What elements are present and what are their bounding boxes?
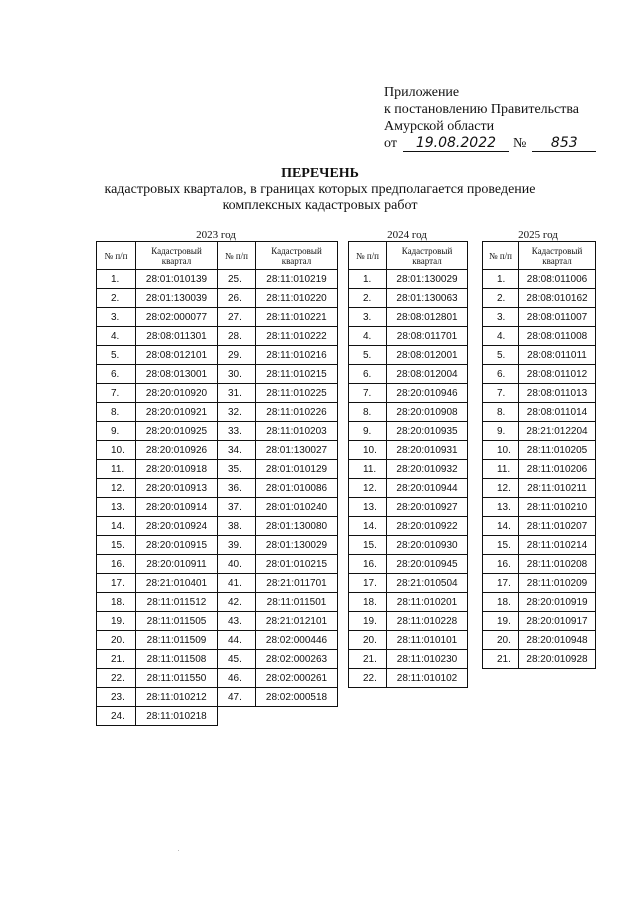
- row-number-cell: 16.: [349, 555, 387, 574]
- table-2025: [482, 241, 596, 669]
- row-number-cell: 11.: [349, 460, 387, 479]
- table-2024: [348, 241, 468, 688]
- row-number-cell: 26.: [218, 289, 256, 308]
- row-number-cell: 19.: [483, 612, 519, 631]
- table-row: [97, 403, 338, 422]
- table-row: [483, 270, 596, 289]
- row-number-cell: 8.: [97, 403, 136, 422]
- cadastral-quarter-cell: 28:11:010220: [256, 289, 338, 308]
- cadastral-quarter-cell: 28:11:010221: [256, 308, 338, 327]
- row-number-cell: 38.: [218, 517, 256, 536]
- table-row: [483, 479, 596, 498]
- row-number-cell: 42.: [218, 593, 256, 612]
- header-num: № п/п: [97, 242, 136, 270]
- table-row: [349, 650, 468, 669]
- table-row: [97, 536, 338, 555]
- row-number-cell: 15.: [97, 536, 136, 555]
- cadastral-quarter-cell: 28:21:011701: [256, 574, 338, 593]
- cadastral-quarter-cell: 28:20:010944: [387, 479, 468, 498]
- cadastral-quarter-cell: 28:11:011505: [136, 612, 218, 631]
- cadastral-quarter-cell: 28:11:010225: [256, 384, 338, 403]
- row-number-cell: 18.: [349, 593, 387, 612]
- cadastral-quarter-cell: 28:20:010926: [136, 441, 218, 460]
- table-row: [483, 441, 596, 460]
- row-number-cell: 11.: [97, 460, 136, 479]
- from-label: от: [384, 136, 397, 151]
- row-number-cell: 12.: [483, 479, 519, 498]
- table-row: [349, 327, 468, 346]
- table-row: [349, 441, 468, 460]
- row-number-cell: 6.: [483, 365, 519, 384]
- table-row: [483, 574, 596, 593]
- row-number-cell: 13.: [349, 498, 387, 517]
- table-row: [349, 365, 468, 384]
- table-row: [483, 650, 596, 669]
- cadastral-quarter-cell: 28:20:010924: [136, 517, 218, 536]
- table-row: [349, 346, 468, 365]
- cadastral-quarter-cell: 28:08:011006: [519, 270, 596, 289]
- row-number-cell: 24.: [97, 707, 136, 726]
- table-row: [483, 308, 596, 327]
- row-number-cell: 11.: [483, 460, 519, 479]
- row-number-cell: 14.: [483, 517, 519, 536]
- cadastral-quarter-cell: 28:20:010927: [387, 498, 468, 517]
- row-number-cell: 19.: [349, 612, 387, 631]
- header-num: № п/п: [218, 242, 256, 270]
- year-2023-title: 2023 год: [96, 229, 336, 242]
- row-number-cell: 25.: [218, 270, 256, 289]
- cadastral-quarter-cell: 28:21:012101: [256, 612, 338, 631]
- row-number-cell: 3.: [349, 308, 387, 327]
- cadastral-quarter-cell: 28:20:010931: [387, 441, 468, 460]
- row-number-cell: 15.: [483, 536, 519, 555]
- cadastral-quarter-cell: 28:01:010215: [256, 555, 338, 574]
- row-number-cell: 10.: [349, 441, 387, 460]
- cadastral-quarter-cell: 28:08:011014: [519, 403, 596, 422]
- header-num: № п/п: [349, 242, 387, 270]
- cadastral-quarter-cell: 28:11:010228: [387, 612, 468, 631]
- cadastral-quarter-cell: 28:20:010925: [136, 422, 218, 441]
- table-2024-body: [349, 270, 468, 688]
- row-number-cell: 23.: [97, 688, 136, 707]
- row-number-cell: 39.: [218, 536, 256, 555]
- header-quarter: Кадастровый квартал: [387, 242, 468, 270]
- row-number-cell: 47.: [218, 688, 256, 707]
- row-number-cell: 10.: [97, 441, 136, 460]
- table-row: [349, 460, 468, 479]
- cadastral-quarter-cell: 28:20:010918: [136, 460, 218, 479]
- cadastral-quarter-cell: 28:11:010102: [387, 669, 468, 688]
- row-number-cell: 8.: [483, 403, 519, 422]
- row-number-cell: 28.: [218, 327, 256, 346]
- cadastral-quarter-cell: 28:11:010226: [256, 403, 338, 422]
- table-row: [349, 308, 468, 327]
- table-row: [97, 650, 338, 669]
- cadastral-quarter-cell: 28:11:010209: [519, 574, 596, 593]
- table-row: [97, 289, 338, 308]
- table-row: [349, 593, 468, 612]
- header-quarter: Кадастровый квартал: [136, 242, 218, 270]
- row-number-cell: 41.: [218, 574, 256, 593]
- table-row: [97, 574, 338, 593]
- cadastral-quarter-cell: 28:11:010222: [256, 327, 338, 346]
- appendix-region-line: Амурской области: [384, 119, 495, 134]
- cadastral-quarter-cell: 28:20:010922: [387, 517, 468, 536]
- row-number-cell: 12.: [349, 479, 387, 498]
- cadastral-quarter-cell: 28:11:011509: [136, 631, 218, 650]
- row-number-cell: 21.: [97, 650, 136, 669]
- row-number-cell: 9.: [349, 422, 387, 441]
- cadastral-quarter-cell: 28:01:010139: [136, 270, 218, 289]
- row-number-cell: 46.: [218, 669, 256, 688]
- row-number-cell: 21.: [483, 650, 519, 669]
- table-row: [483, 536, 596, 555]
- cadastral-quarter-cell: 28:20:010919: [519, 593, 596, 612]
- cadastral-quarter-cell: 28:01:130080: [256, 517, 338, 536]
- document-heading: [0, 166, 640, 214]
- table-row: [349, 289, 468, 308]
- table-2023: [96, 241, 338, 726]
- cadastral-quarter-cell: 28:21:010401: [136, 574, 218, 593]
- table-row: [97, 517, 338, 536]
- table-2023-body: [97, 270, 338, 726]
- header-quarter: Кадастровый квартал: [519, 242, 596, 270]
- cadastral-quarter-cell: 28:11:011508: [136, 650, 218, 669]
- appendix-decree-line: к постановлению Правительства: [384, 102, 580, 117]
- cadastral-quarter-cell: 28:21:010504: [387, 574, 468, 593]
- table-row: [483, 289, 596, 308]
- table-row: [483, 365, 596, 384]
- row-number-cell: 5.: [97, 346, 136, 365]
- table-row: [483, 517, 596, 536]
- row-number-cell: 5.: [483, 346, 519, 365]
- row-number-cell: 20.: [349, 631, 387, 650]
- cadastral-quarter-cell: 28:08:011008: [519, 327, 596, 346]
- row-number-cell: 14.: [349, 517, 387, 536]
- row-number-cell: 17.: [349, 574, 387, 593]
- cadastral-quarter-cell: 28:11:010206: [519, 460, 596, 479]
- row-number-cell: 6.: [97, 365, 136, 384]
- table-row: [349, 517, 468, 536]
- row-number-cell: 16.: [483, 555, 519, 574]
- cadastral-quarter-cell: 28:11:010208: [519, 555, 596, 574]
- row-number-cell: 30.: [218, 365, 256, 384]
- cadastral-quarter-cell: 28:20:010908: [387, 403, 468, 422]
- cadastral-quarter-cell: 28:08:010162: [519, 289, 596, 308]
- row-number-cell: 17.: [483, 574, 519, 593]
- row-number-cell: 7.: [349, 384, 387, 403]
- cadastral-quarter-cell: 28:20:010948: [519, 631, 596, 650]
- cadastral-quarter-cell: 28:11:010101: [387, 631, 468, 650]
- cadastral-quarter-cell: 28:11:010215: [256, 365, 338, 384]
- cadastral-quarter-cell: 28:08:011012: [519, 365, 596, 384]
- row-number-cell: 2.: [349, 289, 387, 308]
- row-number-cell: 40.: [218, 555, 256, 574]
- cadastral-quarter-cell: 28:08:011701: [387, 327, 468, 346]
- cadastral-quarter-cell: 28:11:011550: [136, 669, 218, 688]
- row-number-cell: 3.: [97, 308, 136, 327]
- row-number-cell: 2.: [483, 289, 519, 308]
- cadastral-quarter-cell: 28:08:011007: [519, 308, 596, 327]
- cadastral-quarter-cell: 28:11:010211: [519, 479, 596, 498]
- cadastral-quarter-cell: 28:11:010219: [256, 270, 338, 289]
- cadastral-quarter-cell: 28:20:010917: [519, 612, 596, 631]
- row-number-cell: 4.: [483, 327, 519, 346]
- table-row: [483, 460, 596, 479]
- cadastral-quarter-cell: 28:01:130027: [256, 441, 338, 460]
- row-number-cell: 22.: [97, 669, 136, 688]
- row-number-cell: 18.: [97, 593, 136, 612]
- table-row: [483, 403, 596, 422]
- row-number-cell: 1.: [483, 270, 519, 289]
- cadastral-quarter-cell: 28:20:010928: [519, 650, 596, 669]
- cadastral-quarter-cell: 28:01:130029: [256, 536, 338, 555]
- cadastral-quarter-cell: 28:20:010935: [387, 422, 468, 441]
- cadastral-quarter-cell: 28:08:012101: [136, 346, 218, 365]
- appendix-label: Приложение: [384, 85, 460, 100]
- table-row: [97, 327, 338, 346]
- row-number-cell: 9.: [97, 422, 136, 441]
- row-number-cell: 12.: [97, 479, 136, 498]
- cadastral-quarter-cell: 28:11:010218: [136, 707, 218, 726]
- row-number-cell: 36.: [218, 479, 256, 498]
- cadastral-quarter-cell: 28:01:010129: [256, 460, 338, 479]
- table-row: [97, 707, 338, 726]
- year-2024-title: 2024 год: [348, 229, 466, 242]
- table-row: [349, 574, 468, 593]
- cadastral-quarter-cell: 28:02:000518: [256, 688, 338, 707]
- table-row: [483, 612, 596, 631]
- row-number-cell: 1.: [349, 270, 387, 289]
- cadastral-quarter-cell: 28:11:011501: [256, 593, 338, 612]
- row-number-cell: 34.: [218, 441, 256, 460]
- decree-reference: [384, 135, 596, 152]
- row-number-cell: 14.: [97, 517, 136, 536]
- cadastral-quarter-cell: 28:01:010086: [256, 479, 338, 498]
- cadastral-quarter-cell: 28:08:013001: [136, 365, 218, 384]
- cadastral-quarter-cell: 28:20:010920: [136, 384, 218, 403]
- table-row: [97, 612, 338, 631]
- table-row: [483, 631, 596, 650]
- row-number-cell: 10.: [483, 441, 519, 460]
- row-number-cell: 7.: [97, 384, 136, 403]
- row-number-cell: 9.: [483, 422, 519, 441]
- row-number-cell: 29.: [218, 346, 256, 365]
- table-row: [97, 631, 338, 650]
- row-number-cell: 33.: [218, 422, 256, 441]
- year-2025-title: 2025 год: [482, 229, 594, 242]
- table-row: [97, 384, 338, 403]
- cadastral-quarter-cell: 28:20:010930: [387, 536, 468, 555]
- cadastral-quarter-cell: 28:08:012001: [387, 346, 468, 365]
- cadastral-quarter-cell: 28:11:010214: [519, 536, 596, 555]
- table-row: [97, 593, 338, 612]
- cadastral-quarter-cell: 28:20:010932: [387, 460, 468, 479]
- cadastral-quarter-cell: 28:11:011512: [136, 593, 218, 612]
- row-number-cell: 1.: [97, 270, 136, 289]
- cadastral-quarter-cell: 28:01:130039: [136, 289, 218, 308]
- table-row: [483, 498, 596, 517]
- row-number-cell: 7.: [483, 384, 519, 403]
- row-number-cell: 4.: [97, 327, 136, 346]
- cadastral-quarter-cell: 28:08:012004: [387, 365, 468, 384]
- table-row: [97, 498, 338, 517]
- table-row: [349, 422, 468, 441]
- cadastral-quarter-cell: 28:01:130029: [387, 270, 468, 289]
- table-row: [483, 327, 596, 346]
- table-row: [97, 688, 338, 707]
- document-subtitle-line-2: комплексных кадастровых работ: [222, 198, 418, 213]
- table-row: [349, 270, 468, 289]
- row-number-cell: 15.: [349, 536, 387, 555]
- cadastral-quarter-cell: 28:21:012204: [519, 422, 596, 441]
- table-row: [97, 555, 338, 574]
- row-number-cell: 35.: [218, 460, 256, 479]
- table-row: [483, 346, 596, 365]
- cadastral-quarter-cell: 28:11:010212: [136, 688, 218, 707]
- table-row: [349, 536, 468, 555]
- table-row: [349, 403, 468, 422]
- table-row: [97, 422, 338, 441]
- table-row: [97, 441, 338, 460]
- cadastral-quarter-cell: 28:11:010203: [256, 422, 338, 441]
- cadastral-quarter-cell: 28:02:000077: [136, 308, 218, 327]
- row-number-cell: 27.: [218, 308, 256, 327]
- cadastral-quarter-cell: 28:08:011011: [519, 346, 596, 365]
- cadastral-quarter-cell: 28:20:010913: [136, 479, 218, 498]
- row-number-cell: 21.: [349, 650, 387, 669]
- cadastral-quarter-cell: 28:01:010240: [256, 498, 338, 517]
- cadastral-quarter-cell: 28:08:011013: [519, 384, 596, 403]
- cadastral-quarter-cell: 28:11:010210: [519, 498, 596, 517]
- cadastral-quarter-cell: 28:20:010921: [136, 403, 218, 422]
- empty-cell: [218, 707, 256, 726]
- row-number-cell: 8.: [349, 403, 387, 422]
- table-row: [97, 365, 338, 384]
- cadastral-quarter-cell: 28:20:010911: [136, 555, 218, 574]
- row-number-cell: 13.: [483, 498, 519, 517]
- table-row: [349, 555, 468, 574]
- row-number-cell: 31.: [218, 384, 256, 403]
- cadastral-quarter-cell: 28:11:010201: [387, 593, 468, 612]
- cadastral-quarter-cell: 28:02:000263: [256, 650, 338, 669]
- table-row: [483, 384, 596, 403]
- document-subtitle-line-1: кадастровых кварталов, в границах которых предполагается проведение: [104, 182, 536, 197]
- header-num: № п/п: [483, 242, 519, 270]
- table-row: [483, 555, 596, 574]
- table-row: [349, 612, 468, 631]
- cadastral-quarter-cell: 28:11:010216: [256, 346, 338, 365]
- cadastral-quarter-cell: 28:02:000261: [256, 669, 338, 688]
- table-row: [97, 479, 338, 498]
- cadastral-quarter-cell: 28:08:012801: [387, 308, 468, 327]
- table-row: [483, 593, 596, 612]
- row-number-cell: 19.: [97, 612, 136, 631]
- decree-date: 19.08.2022: [403, 136, 509, 152]
- row-number-cell: 13.: [97, 498, 136, 517]
- cadastral-quarter-cell: 28:20:010914: [136, 498, 218, 517]
- number-label: №: [512, 136, 527, 151]
- appendix-block: [384, 84, 596, 152]
- table-2025-body: [483, 270, 596, 669]
- row-number-cell: 6.: [349, 365, 387, 384]
- cadastral-quarter-cell: 28:11:010230: [387, 650, 468, 669]
- row-number-cell: 4.: [349, 327, 387, 346]
- cadastral-quarter-cell: 28:11:010205: [519, 441, 596, 460]
- row-number-cell: 16.: [97, 555, 136, 574]
- header-quarter: Кадастровый квартал: [256, 242, 338, 270]
- cadastral-quarter-cell: 28:20:010946: [387, 384, 468, 403]
- table-row: [97, 460, 338, 479]
- scan-speck: [178, 850, 179, 851]
- table-row: [349, 384, 468, 403]
- table-row: [349, 479, 468, 498]
- cadastral-quarter-cell: 28:08:011301: [136, 327, 218, 346]
- cadastral-quarter-cell: 28:20:010945: [387, 555, 468, 574]
- empty-cell: [256, 707, 338, 726]
- row-number-cell: 18.: [483, 593, 519, 612]
- row-number-cell: 22.: [349, 669, 387, 688]
- row-number-cell: 45.: [218, 650, 256, 669]
- table-row: [97, 270, 338, 289]
- row-number-cell: 5.: [349, 346, 387, 365]
- document-title: ПЕРЕЧЕНЬ: [281, 166, 359, 181]
- row-number-cell: 2.: [97, 289, 136, 308]
- table-row: [349, 498, 468, 517]
- table-row: [97, 308, 338, 327]
- row-number-cell: 20.: [483, 631, 519, 650]
- decree-number: 853: [532, 136, 596, 152]
- table-row: [483, 422, 596, 441]
- cadastral-quarter-cell: 28:20:010915: [136, 536, 218, 555]
- row-number-cell: 32.: [218, 403, 256, 422]
- cadastral-quarter-cell: 28:02:000446: [256, 631, 338, 650]
- cadastral-quarter-cell: 28:11:010207: [519, 517, 596, 536]
- table-row: [97, 346, 338, 365]
- row-number-cell: 3.: [483, 308, 519, 327]
- row-number-cell: 17.: [97, 574, 136, 593]
- table-row: [97, 669, 338, 688]
- row-number-cell: 20.: [97, 631, 136, 650]
- table-row: [349, 631, 468, 650]
- table-row: [349, 669, 468, 688]
- row-number-cell: 43.: [218, 612, 256, 631]
- row-number-cell: 37.: [218, 498, 256, 517]
- row-number-cell: 44.: [218, 631, 256, 650]
- cadastral-quarter-cell: 28:01:130063: [387, 289, 468, 308]
